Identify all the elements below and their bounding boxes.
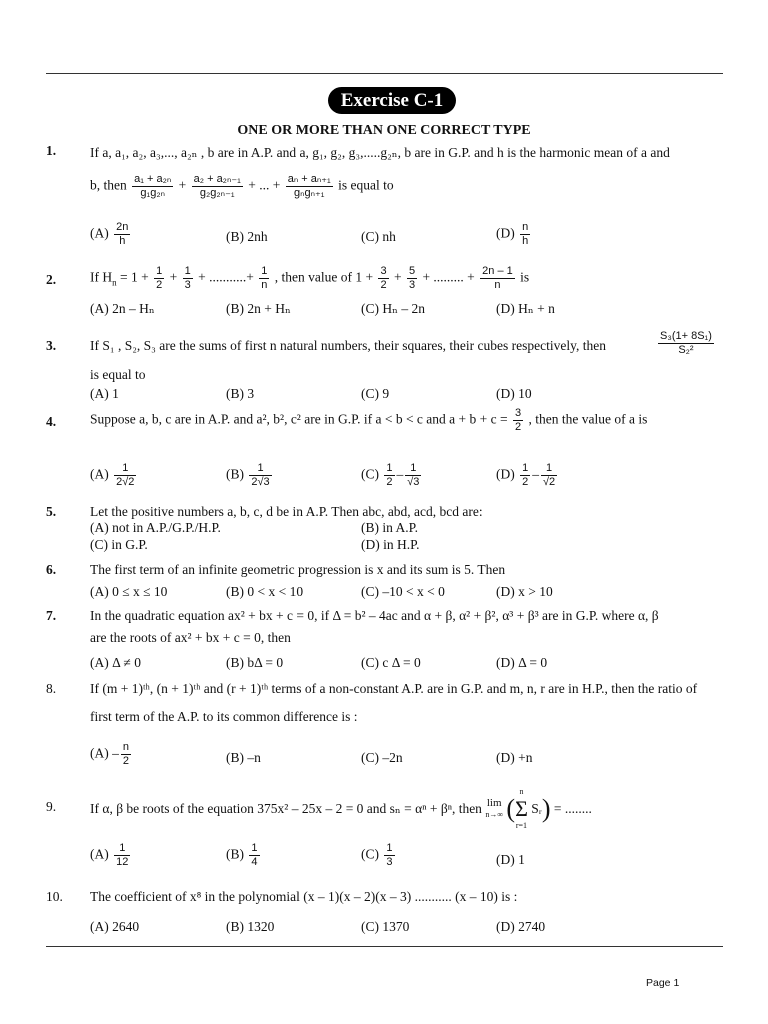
question-text: If S₁ , S₂, S₃ are the sums of first n natural numbers, their squares, their cubes respectively, then	[90, 338, 606, 353]
option-d[interactable]: (D) in H.P.	[361, 537, 420, 552]
option-b[interactable]: (B) 3	[226, 386, 255, 401]
option-d[interactable]: (D) 10	[496, 386, 532, 401]
question-text: Let the positive numbers a, b, c, d be in A.P. Then abc, abd, acd, bcd are:	[90, 504, 483, 519]
option-c[interactable]: (C) 9	[361, 386, 390, 401]
option-c[interactable]: (C) 1370	[361, 919, 410, 934]
fraction: $\frac{\text{a₂ + a₂ₙ₋₁}}{\text{g₂g₂ₙ₋₁}}$	[193, 173, 241, 199]
question-text-cont: first term of the A.P. to its common difference is :	[90, 709, 358, 724]
option-a[interactable]: (A) $\frac{1}{12}$	[90, 842, 129, 868]
sigma-operator: n Σ r=1	[515, 787, 528, 830]
fraction: $\frac{\text{a₁ + a₂ₙ}}{\text{g₁g₂ₙ}}$	[134, 173, 172, 199]
option-b[interactable]: (B) $\frac{1}{4}$	[226, 842, 258, 868]
option-b[interactable]: (B) bΔ = 0	[226, 655, 284, 670]
option-b[interactable]: (B) 2n + Hₙ	[226, 301, 291, 316]
option-b[interactable]: (B) 0 < x < 10	[226, 584, 304, 599]
option-a[interactable]: (A) $\frac{1}{2√2}$	[90, 462, 135, 488]
option-c[interactable]: (C) $\frac{1}{2}$ – $\frac{1}{√3}$	[361, 462, 420, 488]
section-title: ONE OR MORE THAN ONE CORRECT TYPE	[237, 123, 531, 138]
question-number: 7.	[46, 608, 57, 623]
question-number: 2.	[46, 272, 57, 287]
option-c[interactable]: (C) c Δ = 0	[361, 655, 421, 670]
option-d[interactable]: (D) $\frac{n}{h}$	[496, 221, 529, 247]
option-b[interactable]: (B) in A.P.	[361, 520, 419, 535]
question-text: Suppose a, b, c are in A.P. and a², b², c² are in G.P. if a < b < c and a + b + c = $\frac{3}{2}$ , then the value of a is	[90, 407, 648, 433]
option-d[interactable]: (D) Hₙ + n	[496, 301, 555, 316]
question-number: 3.	[46, 338, 57, 353]
question-number: 1.	[46, 143, 57, 158]
fraction: $\frac{\text{aₙ + aₙ₊₁}}{\text{gₙgₙ₊₁}}$	[287, 173, 331, 199]
question-text-cont: is equal to	[90, 367, 146, 382]
bottom-divider	[46, 946, 723, 947]
option-a[interactable]: (A) 1	[90, 386, 119, 401]
option-a[interactable]: (A) not in A.P./G.P./H.P.	[90, 520, 221, 535]
option-d[interactable]: (D) x > 10	[496, 584, 553, 599]
option-c[interactable]: (C) nh	[361, 229, 396, 244]
option-a[interactable]: (A) – $\frac{n}{2}$	[90, 741, 129, 767]
question-number: 6.	[46, 562, 57, 577]
option-b[interactable]: (B) $\frac{1}{2√3}$	[226, 462, 270, 488]
fraction: $\frac{\text{S₃(1+ 8S₁)}}{\text{S₂²}}$	[660, 330, 712, 356]
option-a[interactable]: (A) $\frac{2n}{h}$	[90, 221, 129, 247]
option-d[interactable]: (D) $\frac{1}{2}$ – $\frac{1}{√2}$	[496, 462, 556, 488]
option-d[interactable]: (D) +n	[496, 750, 533, 765]
option-a[interactable]: (A) 2n – Hₙ	[90, 301, 155, 316]
question-text-cont: are the roots of ax² + bx + c = 0, then	[90, 630, 291, 645]
option-b[interactable]: (B) 2nh	[226, 229, 268, 244]
top-divider	[46, 73, 723, 74]
option-c[interactable]: (C) –2n	[361, 750, 403, 765]
option-d[interactable]: (D) 2740	[496, 919, 546, 934]
option-a[interactable]: (A) Δ ≠ 0	[90, 655, 141, 670]
question-text: The coefficient of x⁸ in the polynomial (x – 1)(x – 2)(x – 3) ........... (x – 10) is :	[90, 889, 518, 904]
option-a[interactable]: (A) 0 ≤ x ≤ 10	[90, 584, 168, 599]
question-number: 4.	[46, 414, 57, 429]
exercise-title: Exercise C-1	[328, 87, 456, 114]
option-b[interactable]: (B) –n	[226, 750, 261, 765]
question-text: The first term of an infinite geometric progression is x and its sum is 5. Then	[90, 562, 506, 577]
option-b[interactable]: (B) 1320	[226, 919, 275, 934]
question-text: If (m + 1)ᵗʰ, (n + 1)ᵗʰ and (r + 1)ᵗʰ terms of a non-constant A.P. are in G.P. and m, n, r are in H.P., then the ratio of	[90, 681, 698, 696]
option-c[interactable]: (C) in G.P.	[90, 537, 148, 552]
option-d[interactable]: (D) 1	[496, 852, 525, 867]
option-c[interactable]: (C) $\frac{1}{3}$	[361, 842, 393, 868]
question-expression: b, then $\frac{\text{a₁ + a₂ₙ}}{\text{g₁g₂ₙ}}$ + $\frac{\text{a₂ + a₂ₙ₋₁}}{\text{g₂g₂ₙ₋₁}}$ + ... + $\frac{\text{aₙ + aₙ₊₁}}{\text{gₙgₙ₊₁}}$ is equal to	[90, 173, 394, 199]
question-text: In the quadratic equation ax² + bx + c = 0, if Δ = b² – 4ac and α + β, α² + β², α³ + β³ are in G.P. where α, β	[90, 608, 659, 623]
option-c[interactable]: (C) Hₙ – 2n	[361, 301, 425, 316]
question-text: If $H_n = 1$ + $\frac{1}{2}$ + $\frac{1}{3}$ + ...........+ $\frac{1}{n}$ , then value of 1 + $\frac{3}{2}$ + $\frac{5}{3}$ + ......... + $\frac{2n - 1}{n}$ is	[90, 265, 530, 291]
option-c[interactable]: (C) –10 < x < 0	[361, 584, 445, 599]
question-number: 9.	[46, 799, 57, 814]
question-number: 10.	[46, 889, 63, 904]
question-text: If a, a₁, a₂, a₃,..., a₂ₙ , b are in A.P. and a, g₁, g₂, g₃,.....g₂ₙ, b are in G.P. and h is the harmonic mean of a and	[90, 145, 670, 160]
limit-operator: lim n→∞	[485, 797, 504, 819]
option-a[interactable]: (A) 2640	[90, 919, 140, 934]
option-d[interactable]: (D) Δ = 0	[496, 655, 548, 670]
page-number: Page 1	[646, 977, 680, 989]
question-number: 5.	[46, 504, 57, 519]
question-text: If α, β be roots of the equation 375x² – 25x – 2 = 0 and sₙ = αⁿ + βⁿ, then lim n→∞ ( n Σ r=1 Sᵣ) = ........	[90, 787, 592, 830]
question-number: 8.	[46, 681, 57, 696]
